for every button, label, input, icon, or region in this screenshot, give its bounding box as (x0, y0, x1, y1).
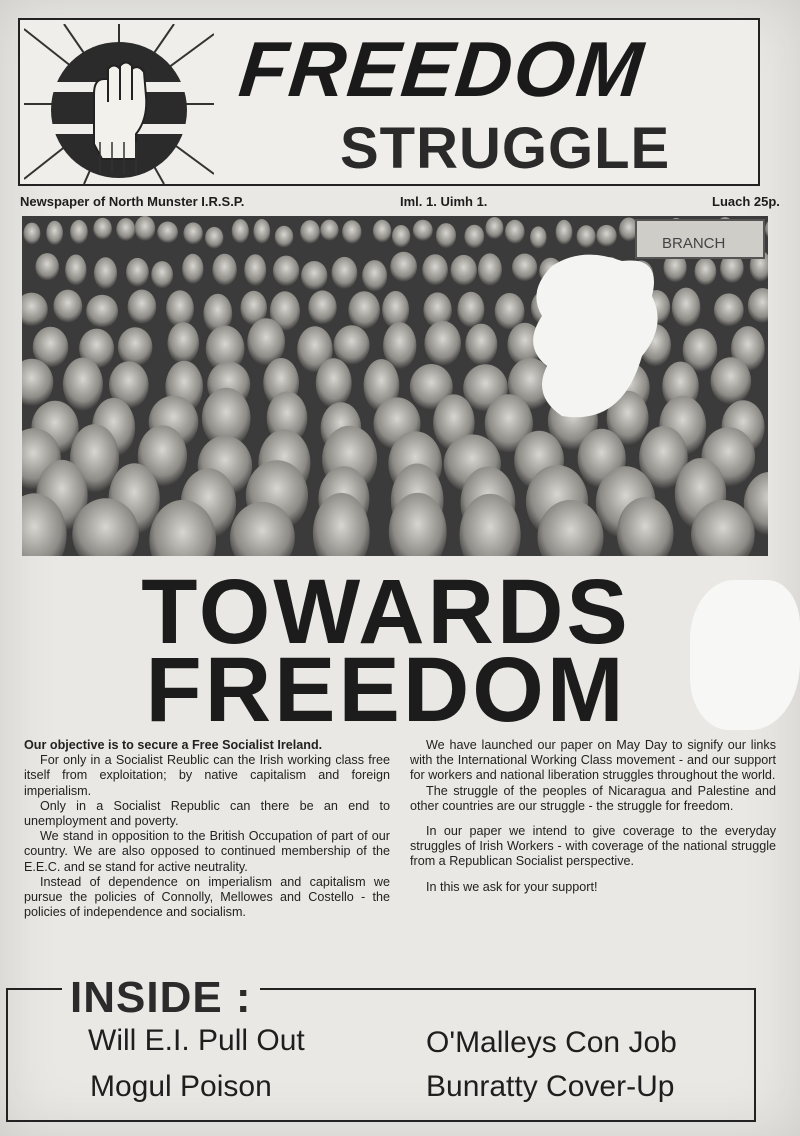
crowd-face (505, 220, 525, 244)
article-paragraph: We stand in opposition to the British Occupation of part of our country. We are also opposed to continued membership of the E.E.C. and se stand for active neutrality. (24, 829, 390, 874)
crowd-face (464, 225, 484, 249)
crowd-face (711, 357, 752, 404)
price-label: Luach 25p. (712, 194, 780, 209)
newspaper-title-struggle: STRUGGLE (340, 116, 671, 181)
inside-item: Will E.I. Pull Out (88, 1024, 305, 1057)
crowd-face (320, 220, 338, 241)
crowd-face (70, 220, 88, 244)
crowd-face (275, 226, 294, 248)
crowd-face (212, 254, 236, 286)
article-paragraph: Only in a Socialist Republic can there be an end to unemployment and poverty. (24, 798, 390, 829)
crowd-face (390, 252, 417, 282)
crowd-face (166, 290, 194, 327)
crowd-face (63, 358, 103, 411)
newspaper-subtitle: Newspaper of North Munster I.R.S.P. (20, 194, 245, 209)
crowd-face (273, 256, 299, 287)
crowd-face (168, 322, 200, 364)
crowd-face (485, 217, 503, 239)
crowd-face (128, 290, 157, 325)
crowd-face (672, 288, 701, 328)
article-paragraph: In our paper we intend to give coverage to the everyday struggles of Irish Workers - with coverage of the national struggle from a Republican Socialist perspective. (410, 824, 776, 869)
inside-title: INSIDE : (62, 974, 260, 1022)
article-right-column (410, 738, 776, 895)
crowd-face (556, 220, 573, 245)
article-paragraph: The struggle of the peoples of Nicaragua and Palestine and other countries are our struggle - the struggle for freedom. (410, 783, 776, 813)
crowd-face (362, 260, 387, 292)
crowd-face (116, 218, 135, 241)
crowd-face (46, 221, 63, 246)
crowd-face (422, 254, 448, 285)
crowd-face (183, 222, 202, 244)
crowd-face (93, 218, 112, 240)
crowd-face (451, 255, 477, 286)
crowd-face (94, 257, 117, 289)
crowd-face (348, 291, 380, 329)
crowd-face (596, 225, 616, 247)
crowd-face (205, 227, 223, 249)
crowd-photo (22, 216, 768, 556)
crowd-face (316, 358, 352, 408)
crowd-face (714, 293, 744, 326)
crowd-face (301, 261, 327, 290)
crowd-face (35, 253, 59, 281)
crowd-face (86, 295, 118, 328)
crowd-face (424, 321, 461, 366)
crowd-face (182, 254, 203, 284)
headline-freedom: FREEDOM (145, 639, 627, 741)
crowd-face (530, 226, 547, 248)
paper-damage-blot (690, 580, 800, 730)
protest-banner-text: BRANCH (662, 235, 726, 252)
crowd-face (308, 290, 336, 324)
article-paragraph: We have launched our paper on May Day to signify our links with the International Working Class movement - and our support for workers and national liberation struggles throughout the world. (410, 738, 776, 783)
crowd-face (478, 253, 502, 286)
crowd-face (135, 216, 156, 241)
newspaper-title-freedom: FREEDOM (235, 25, 649, 113)
crowd-face (232, 219, 249, 243)
crowd-face (23, 223, 40, 245)
crowd-face (244, 254, 266, 286)
headline-towards: TOWARDS (141, 561, 631, 663)
crowd-face (334, 325, 370, 365)
crowd-face (413, 220, 433, 241)
inside-item: Bunratty Cover-Up (426, 1070, 675, 1103)
crowd-face (300, 220, 320, 244)
crowd-face (53, 290, 82, 323)
article-paragraph: For only in a Socialist Reublic can the Irish working class free itself from exploitation; by native capitalism and foreign imperialism. (24, 753, 390, 798)
article-paragraph: In this we ask for your support! (426, 879, 598, 894)
crowd-face (65, 255, 86, 286)
crowd-face (118, 327, 153, 366)
raised-fist-icon (24, 24, 214, 184)
crowd-face (253, 219, 270, 244)
crowd-face (342, 220, 361, 244)
crowd-face (695, 258, 717, 286)
masthead (18, 18, 760, 186)
inside-item: Mogul Poison (90, 1070, 272, 1103)
crowd-face (392, 225, 410, 248)
article-paragraph: Instead of dependence on imperialism and capitalism we pursue the policies of Connolly, Mellowes and Costello - the policies of independence and socialism. (24, 874, 390, 920)
article-lead: Our objective is to secure a Free Socialist Ireland. (24, 738, 323, 752)
crowd-face (436, 223, 456, 248)
inside-item: O'Malleys Con Job (426, 1026, 677, 1059)
crowd-face (373, 220, 391, 243)
crowd-face (457, 292, 484, 328)
crowd-face (512, 254, 537, 282)
crowd-face (126, 258, 149, 287)
crowd-face (332, 257, 358, 289)
article-left-column (24, 738, 390, 920)
crowd-face (157, 222, 178, 244)
crowd-face (465, 324, 497, 366)
crowd-face (577, 225, 596, 248)
issue-number: Iml. 1. Uimh 1. (400, 194, 488, 209)
crowd-face (151, 261, 173, 288)
